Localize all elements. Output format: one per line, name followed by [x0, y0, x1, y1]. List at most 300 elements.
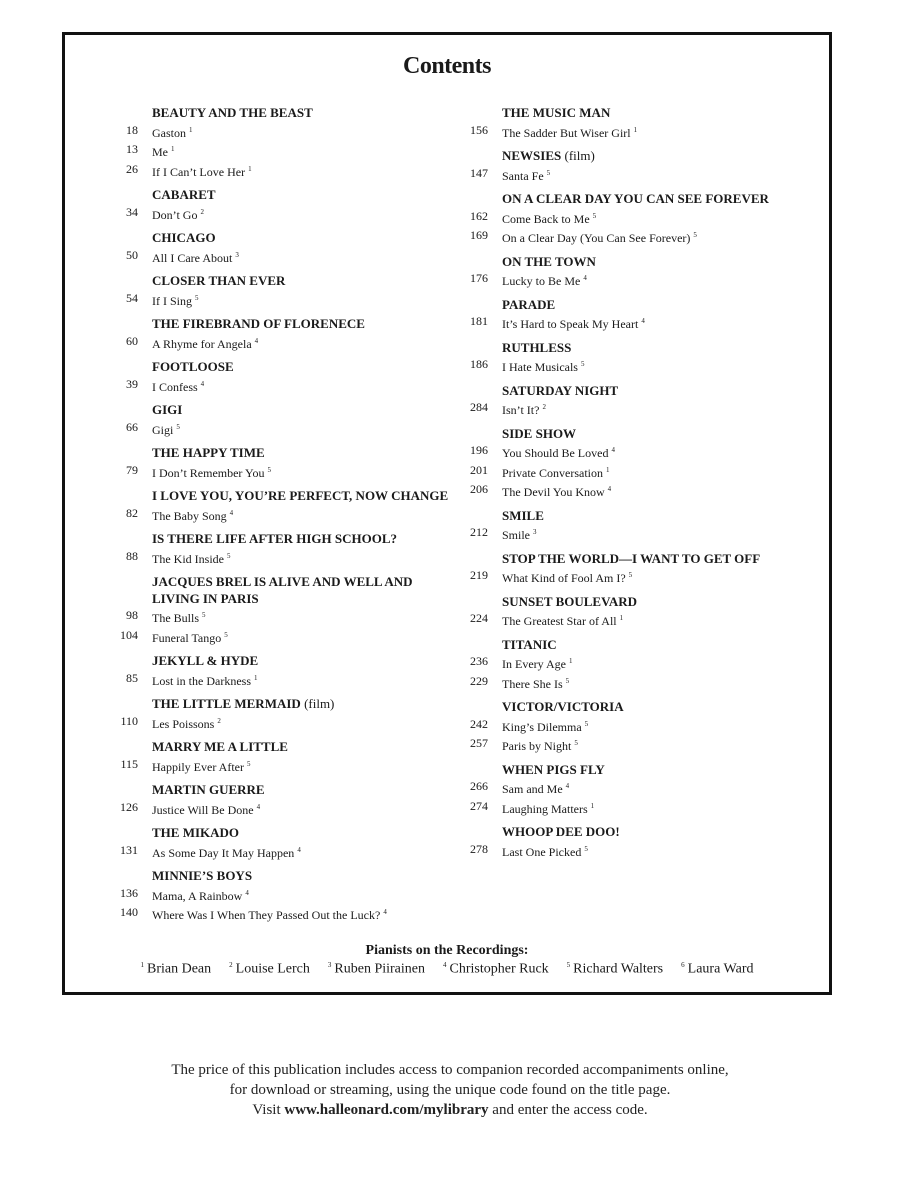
song-title [138, 713, 221, 733]
song-title [138, 904, 387, 924]
song-row [465, 481, 825, 501]
pianist-marker: 3 [235, 250, 239, 259]
page-number: 136 [120, 885, 138, 900]
pianist-marker: 1 [189, 125, 193, 134]
song-title [138, 885, 249, 905]
pianist-marker: 2 [217, 716, 221, 725]
show-title-text: SUNSET BOULEVARD [502, 593, 637, 609]
show-entry [465, 426, 825, 501]
show-title [465, 340, 825, 357]
pianist-marker: 5 [224, 630, 228, 639]
page-number: 219 [470, 568, 488, 582]
song-row [465, 462, 825, 482]
page-number: 13 [126, 142, 138, 156]
pianist-name: Christopher Ruck [449, 961, 549, 977]
song-title-text: Gaston [152, 125, 186, 140]
song-row [115, 419, 455, 439]
show-title-text: VICTOR/VICTORIA [502, 699, 624, 714]
show-title-text: THE MIKADO [152, 825, 240, 840]
footer-url-link[interactable]: www.halleonard.com/mylibrary [284, 1102, 489, 1118]
song-title [138, 548, 230, 568]
show-title-text: BEAUTY AND THE BEAST [152, 105, 313, 120]
song-title [488, 610, 623, 630]
song-row [115, 161, 455, 181]
show-title [465, 551, 825, 568]
song-row [115, 122, 455, 142]
song-title [488, 841, 588, 861]
page-number: 212 [470, 525, 488, 539]
show-title [465, 254, 825, 271]
pianist-marker: 1 [248, 164, 252, 173]
song-title-text: Sam and Me [502, 782, 563, 796]
pianists-section [65, 943, 829, 978]
song-row [115, 247, 455, 267]
show-entry [115, 531, 455, 567]
song-title [138, 376, 204, 396]
show-entry [465, 254, 825, 290]
show-title [115, 868, 455, 885]
pianist-name: Louise Lerch [235, 961, 310, 977]
pianist-marker: 1 [568, 657, 573, 665]
show-title [115, 402, 455, 419]
right-column [465, 105, 825, 867]
show-title [115, 187, 455, 204]
show-entry [465, 824, 825, 860]
song-row [115, 842, 455, 862]
pianist-marker: 1 [605, 465, 610, 474]
song-title-text: Paris by Night [502, 739, 572, 753]
song-row [115, 756, 455, 776]
pianist-marker: 5 [246, 759, 251, 768]
pianist-marker: 5 [267, 465, 271, 474]
pianist-item [140, 961, 211, 978]
show-title [115, 574, 455, 607]
page-number: 54 [126, 290, 138, 305]
song-row [115, 904, 455, 924]
show-entry [465, 148, 825, 184]
pianists-list [65, 961, 829, 978]
show-title-text: TITANIC [502, 636, 557, 652]
footer-access: and enter the access code. [492, 1102, 648, 1118]
song-title [488, 270, 587, 290]
page-number: 278 [470, 841, 488, 856]
song-row [115, 141, 455, 161]
show-title-text: MARRY ME A LITTLE [152, 739, 288, 754]
song-title-text: Last One Picked [502, 844, 582, 859]
show-entry [465, 699, 825, 755]
pianist-item [229, 961, 310, 978]
pianist-marker: 5 [584, 844, 588, 853]
song-title-text: On a Clear Day (You Can See Forever) [502, 231, 691, 245]
show-title [465, 594, 825, 611]
song-title-text: Santa Fe [502, 168, 544, 183]
page-number: 115 [120, 756, 138, 771]
song-title-text: King’s Dilemma [502, 719, 582, 734]
show-title-text: RUTHLESS [502, 339, 572, 355]
show-title-text: WHEN PIGS FLY [502, 761, 605, 777]
show-title-text: I LOVE YOU, YOU’RE PERFECT, NOW CHANGE [152, 488, 449, 503]
pianist-number: 4 [443, 961, 447, 969]
song-title-text: As Some Day It May Happen [152, 845, 295, 860]
pianist-marker: 4 [229, 508, 234, 517]
pianist-marker: 5 [565, 676, 570, 685]
song-row [465, 798, 825, 818]
show-title-text: GIGI [152, 402, 183, 417]
pianist-marker: 4 [611, 446, 615, 454]
footer-visit: Visit [252, 1102, 281, 1118]
pianist-marker: 5 [592, 211, 597, 220]
show-entry [115, 825, 455, 861]
page-number: 257 [470, 736, 488, 750]
show-title [465, 105, 825, 122]
show-title [465, 699, 825, 716]
song-row [465, 227, 825, 247]
show-entry [465, 297, 825, 333]
page-number: 126 [120, 799, 138, 814]
pianist-marker: 4 [565, 782, 570, 790]
pianist-marker: 5 [202, 611, 206, 619]
song-row [465, 653, 825, 673]
pianist-marker: 4 [383, 908, 387, 916]
show-entry [115, 574, 455, 646]
show-entry [115, 316, 455, 352]
show-entry [465, 762, 825, 818]
page-number: 140 [120, 905, 138, 919]
song-title-text: Where Was I When They Passed Out the Luck? [152, 908, 381, 922]
pianist-marker: 5 [584, 719, 589, 728]
song-title-text: What Kind of Fool Am I? [502, 571, 626, 585]
show-title [115, 825, 455, 842]
song-title-text: There She Is [502, 676, 563, 691]
pianist-marker: 5 [580, 360, 585, 368]
show-entry [465, 105, 825, 141]
song-row [115, 333, 455, 353]
show-title-text: THE MUSIC MAN [502, 105, 611, 120]
pianists-heading: Pianists on the Recordings: [365, 943, 529, 958]
song-row [115, 799, 455, 819]
show-entry [115, 653, 455, 689]
show-title-text: JEKYLL & HYDE [152, 653, 259, 668]
show-entry [465, 637, 825, 693]
song-row [115, 627, 455, 647]
song-row [465, 735, 825, 755]
pianist-marker: 4 [254, 336, 259, 345]
song-title [488, 462, 609, 482]
song-row [465, 778, 825, 798]
pianist-marker: 4 [200, 379, 205, 388]
pianist-marker: 4 [583, 274, 587, 282]
page-number: 201 [470, 462, 488, 477]
show-title [115, 273, 455, 290]
contents-frame [62, 32, 832, 995]
song-title-text: I Hate Musicals [502, 360, 578, 374]
song-title-text: You Should Be Loved [502, 446, 609, 460]
show-title-text: CABARET [152, 187, 216, 202]
song-title-text: Les Poissons [152, 716, 215, 731]
show-title-text: SMILE [502, 507, 544, 523]
show-title-text: IS THERE LIFE AFTER HIGH SCHOOL? [152, 531, 398, 546]
song-title-text: Justice Will Be Done [152, 802, 254, 817]
song-title [488, 567, 632, 587]
song-title [488, 735, 578, 755]
show-title [465, 191, 825, 208]
show-entry [115, 402, 455, 438]
page-number: 186 [470, 357, 488, 371]
song-title [488, 673, 569, 693]
show-entry [115, 782, 455, 818]
show-title [465, 762, 825, 779]
song-row [465, 716, 825, 736]
song-title-text: Don’t Go [152, 207, 198, 222]
show-entry [115, 230, 455, 266]
footer-note [0, 1060, 900, 1120]
pianist-item [328, 961, 425, 978]
song-title [138, 505, 233, 525]
song-title [488, 227, 697, 247]
show-title [465, 637, 825, 654]
pianist-marker: 5 [226, 551, 231, 560]
song-row [115, 505, 455, 525]
song-title-text: Laughing Matters [502, 801, 588, 816]
show-entry [115, 273, 455, 309]
pianist-item [443, 961, 549, 978]
song-title-text: Me [152, 145, 168, 159]
song-title-text: I Don’t Remember You [152, 465, 265, 480]
song-row [115, 290, 455, 310]
show-title-text: ON A CLEAR DAY YOU CAN SEE FOREVER [502, 191, 769, 206]
page-number: 39 [126, 376, 138, 391]
song-title [488, 798, 594, 818]
show-entry [115, 105, 455, 180]
show-title [465, 297, 825, 314]
pianist-marker: 5 [195, 293, 199, 302]
pianist-name: Brian Dean [146, 961, 212, 977]
song-title [138, 842, 301, 862]
show-title [465, 383, 825, 400]
show-title-text: SIDE SHOW [502, 425, 577, 441]
show-title [115, 653, 455, 670]
pianist-marker: 3 [533, 528, 537, 536]
song-title [488, 122, 637, 142]
song-title-text: A Rhyme for Angela [152, 336, 252, 351]
page-number: 162 [470, 208, 488, 223]
pianist-marker: 4 [607, 485, 612, 493]
show-title [115, 359, 455, 376]
pianist-marker: 4 [256, 802, 261, 811]
song-title [488, 524, 537, 544]
show-title [115, 316, 455, 333]
song-title [138, 756, 250, 776]
show-title [115, 230, 455, 247]
page-number: 66 [126, 419, 138, 434]
show-title-text: THE HAPPY TIME [152, 445, 265, 460]
song-row [465, 122, 825, 142]
show-title-text: ON THE TOWN [502, 253, 596, 269]
show-entry [115, 488, 455, 524]
song-row [115, 607, 455, 627]
pianist-item [567, 961, 663, 978]
page-number: 26 [126, 161, 138, 176]
song-title-text: The Greatest Star of All [502, 614, 617, 628]
song-title-text: Lost in the Darkness [152, 673, 251, 688]
page-number: 274 [470, 798, 488, 813]
page-number: 147 [470, 165, 488, 180]
show-note: (film) [304, 696, 335, 711]
song-row [465, 673, 825, 693]
show-entry [465, 594, 825, 630]
song-title [138, 141, 175, 161]
song-title [138, 419, 180, 439]
song-title-text: Lucky to Be Me [502, 274, 581, 288]
pianist-name: Richard Walters [573, 961, 664, 977]
song-row [465, 567, 825, 587]
song-title-text: If I Sing [152, 293, 192, 308]
show-title-text: JACQUES BREL IS ALIVE AND WELL AND LIVING IN PARIS [152, 574, 413, 606]
page-number: 176 [470, 271, 488, 285]
song-title [138, 161, 252, 181]
show-title-text: MINNIE’S BOYS [152, 868, 253, 883]
song-title [488, 481, 611, 501]
footer-line-3 [0, 1100, 900, 1120]
song-row [115, 204, 455, 224]
page-number: 98 [126, 608, 138, 622]
page-number: 229 [470, 673, 488, 688]
pianist-marker: 5 [176, 422, 180, 431]
page-number: 79 [126, 462, 138, 477]
song-title [488, 442, 615, 462]
pianist-number: 6 [681, 961, 685, 969]
song-row [465, 208, 825, 228]
show-title [115, 739, 455, 756]
song-title-text: Mama, A Rainbow [152, 888, 243, 903]
show-title-text: CHICAGO [152, 230, 216, 245]
song-title-text: If I Can’t Love Her [152, 164, 246, 179]
song-title-text: It’s Hard to Speak My Heart [502, 317, 639, 331]
song-row [115, 548, 455, 568]
show-title-text: MARTIN GUERRE [152, 782, 265, 797]
page-number: 206 [470, 482, 488, 496]
show-title-text: WHOOP DEE DOO! [502, 824, 620, 839]
show-entry [465, 508, 825, 544]
song-row [115, 713, 455, 733]
page-number: 50 [126, 247, 138, 262]
song-title [138, 670, 257, 690]
pianist-number: 2 [229, 961, 233, 969]
footer-line-1: The price of this publication includes access to companion recorded accompaniments online, [171, 1062, 729, 1078]
show-title [465, 148, 825, 165]
show-entry [115, 739, 455, 775]
show-title-text: THE FIREBRAND OF FLORENECE [152, 316, 365, 331]
show-title [115, 696, 455, 713]
pianist-marker: 1 [253, 673, 258, 682]
song-row [465, 442, 825, 462]
pianist-marker: 5 [546, 168, 551, 177]
song-title-text: The Kid Inside [152, 551, 224, 566]
song-title-text: Smile [502, 528, 531, 542]
song-title [138, 122, 193, 142]
song-title [138, 333, 258, 353]
pianist-marker: 1 [590, 801, 595, 810]
song-title [488, 778, 569, 798]
show-title [115, 531, 455, 548]
song-title-text: The Sadder But Wiser Girl [502, 125, 631, 140]
page-number: 131 [120, 842, 138, 857]
show-title [115, 445, 455, 462]
pianist-marker: 5 [574, 739, 578, 747]
show-entry [115, 445, 455, 481]
pianist-marker: 5 [628, 571, 633, 579]
song-row [465, 313, 825, 333]
page-number: 196 [470, 443, 488, 457]
song-title [488, 356, 584, 376]
show-title-text: STOP THE WORLD—I WANT TO GET OFF [502, 550, 761, 566]
song-row [465, 356, 825, 376]
pianist-number: 3 [327, 961, 332, 969]
song-title [488, 313, 645, 333]
show-title-text: FOOTLOOSE [152, 359, 234, 374]
pianist-marker: 2 [542, 403, 546, 411]
page-number: 88 [126, 548, 138, 563]
page-number: 236 [470, 654, 488, 668]
page-number: 266 [470, 779, 488, 793]
pianist-marker: 4 [297, 845, 301, 854]
page-number: 242 [470, 716, 488, 731]
song-title-text: Happily Ever After [152, 759, 244, 774]
song-row [115, 376, 455, 396]
song-title-text: Come Back to Me [502, 211, 590, 226]
pianist-marker: 1 [633, 125, 638, 134]
song-row [465, 524, 825, 544]
page-number: 169 [470, 228, 488, 242]
page-number: 34 [126, 204, 138, 219]
song-title-text: Isn’t It? [502, 403, 540, 417]
show-entry [465, 191, 825, 247]
song-title [138, 204, 204, 224]
pianist-number: 1 [140, 961, 144, 969]
show-entry [465, 340, 825, 376]
page-number: 104 [120, 627, 138, 642]
song-row [465, 841, 825, 861]
show-title [465, 824, 825, 841]
show-title-text: PARADE [502, 296, 556, 312]
footer-line-2: for download or streaming, using the unique code found on the title page. [229, 1082, 671, 1098]
song-row [115, 462, 455, 482]
song-title-text: The Devil You Know [502, 485, 605, 499]
pianist-marker: 4 [641, 317, 645, 325]
pianist-item [681, 961, 753, 978]
show-entry [115, 359, 455, 395]
page-number: 110 [120, 713, 138, 728]
song-row [465, 610, 825, 630]
song-title-text: Private Conversation [502, 465, 603, 480]
pianist-name: Laura Ward [687, 961, 754, 977]
song-row [115, 885, 455, 905]
pianist-marker: 4 [245, 888, 249, 897]
left-column [115, 105, 455, 931]
pianist-marker: 1 [171, 145, 175, 153]
show-title-text: CLOSER THAN EVER [152, 273, 286, 288]
page-number: 60 [126, 333, 138, 348]
page-number: 156 [470, 122, 488, 137]
song-title [138, 799, 260, 819]
song-title [488, 399, 546, 419]
page-number: 224 [470, 611, 488, 625]
show-note: (film) [564, 148, 595, 163]
song-title [138, 607, 206, 627]
show-title [465, 508, 825, 525]
song-row [465, 270, 825, 290]
show-title [115, 782, 455, 799]
